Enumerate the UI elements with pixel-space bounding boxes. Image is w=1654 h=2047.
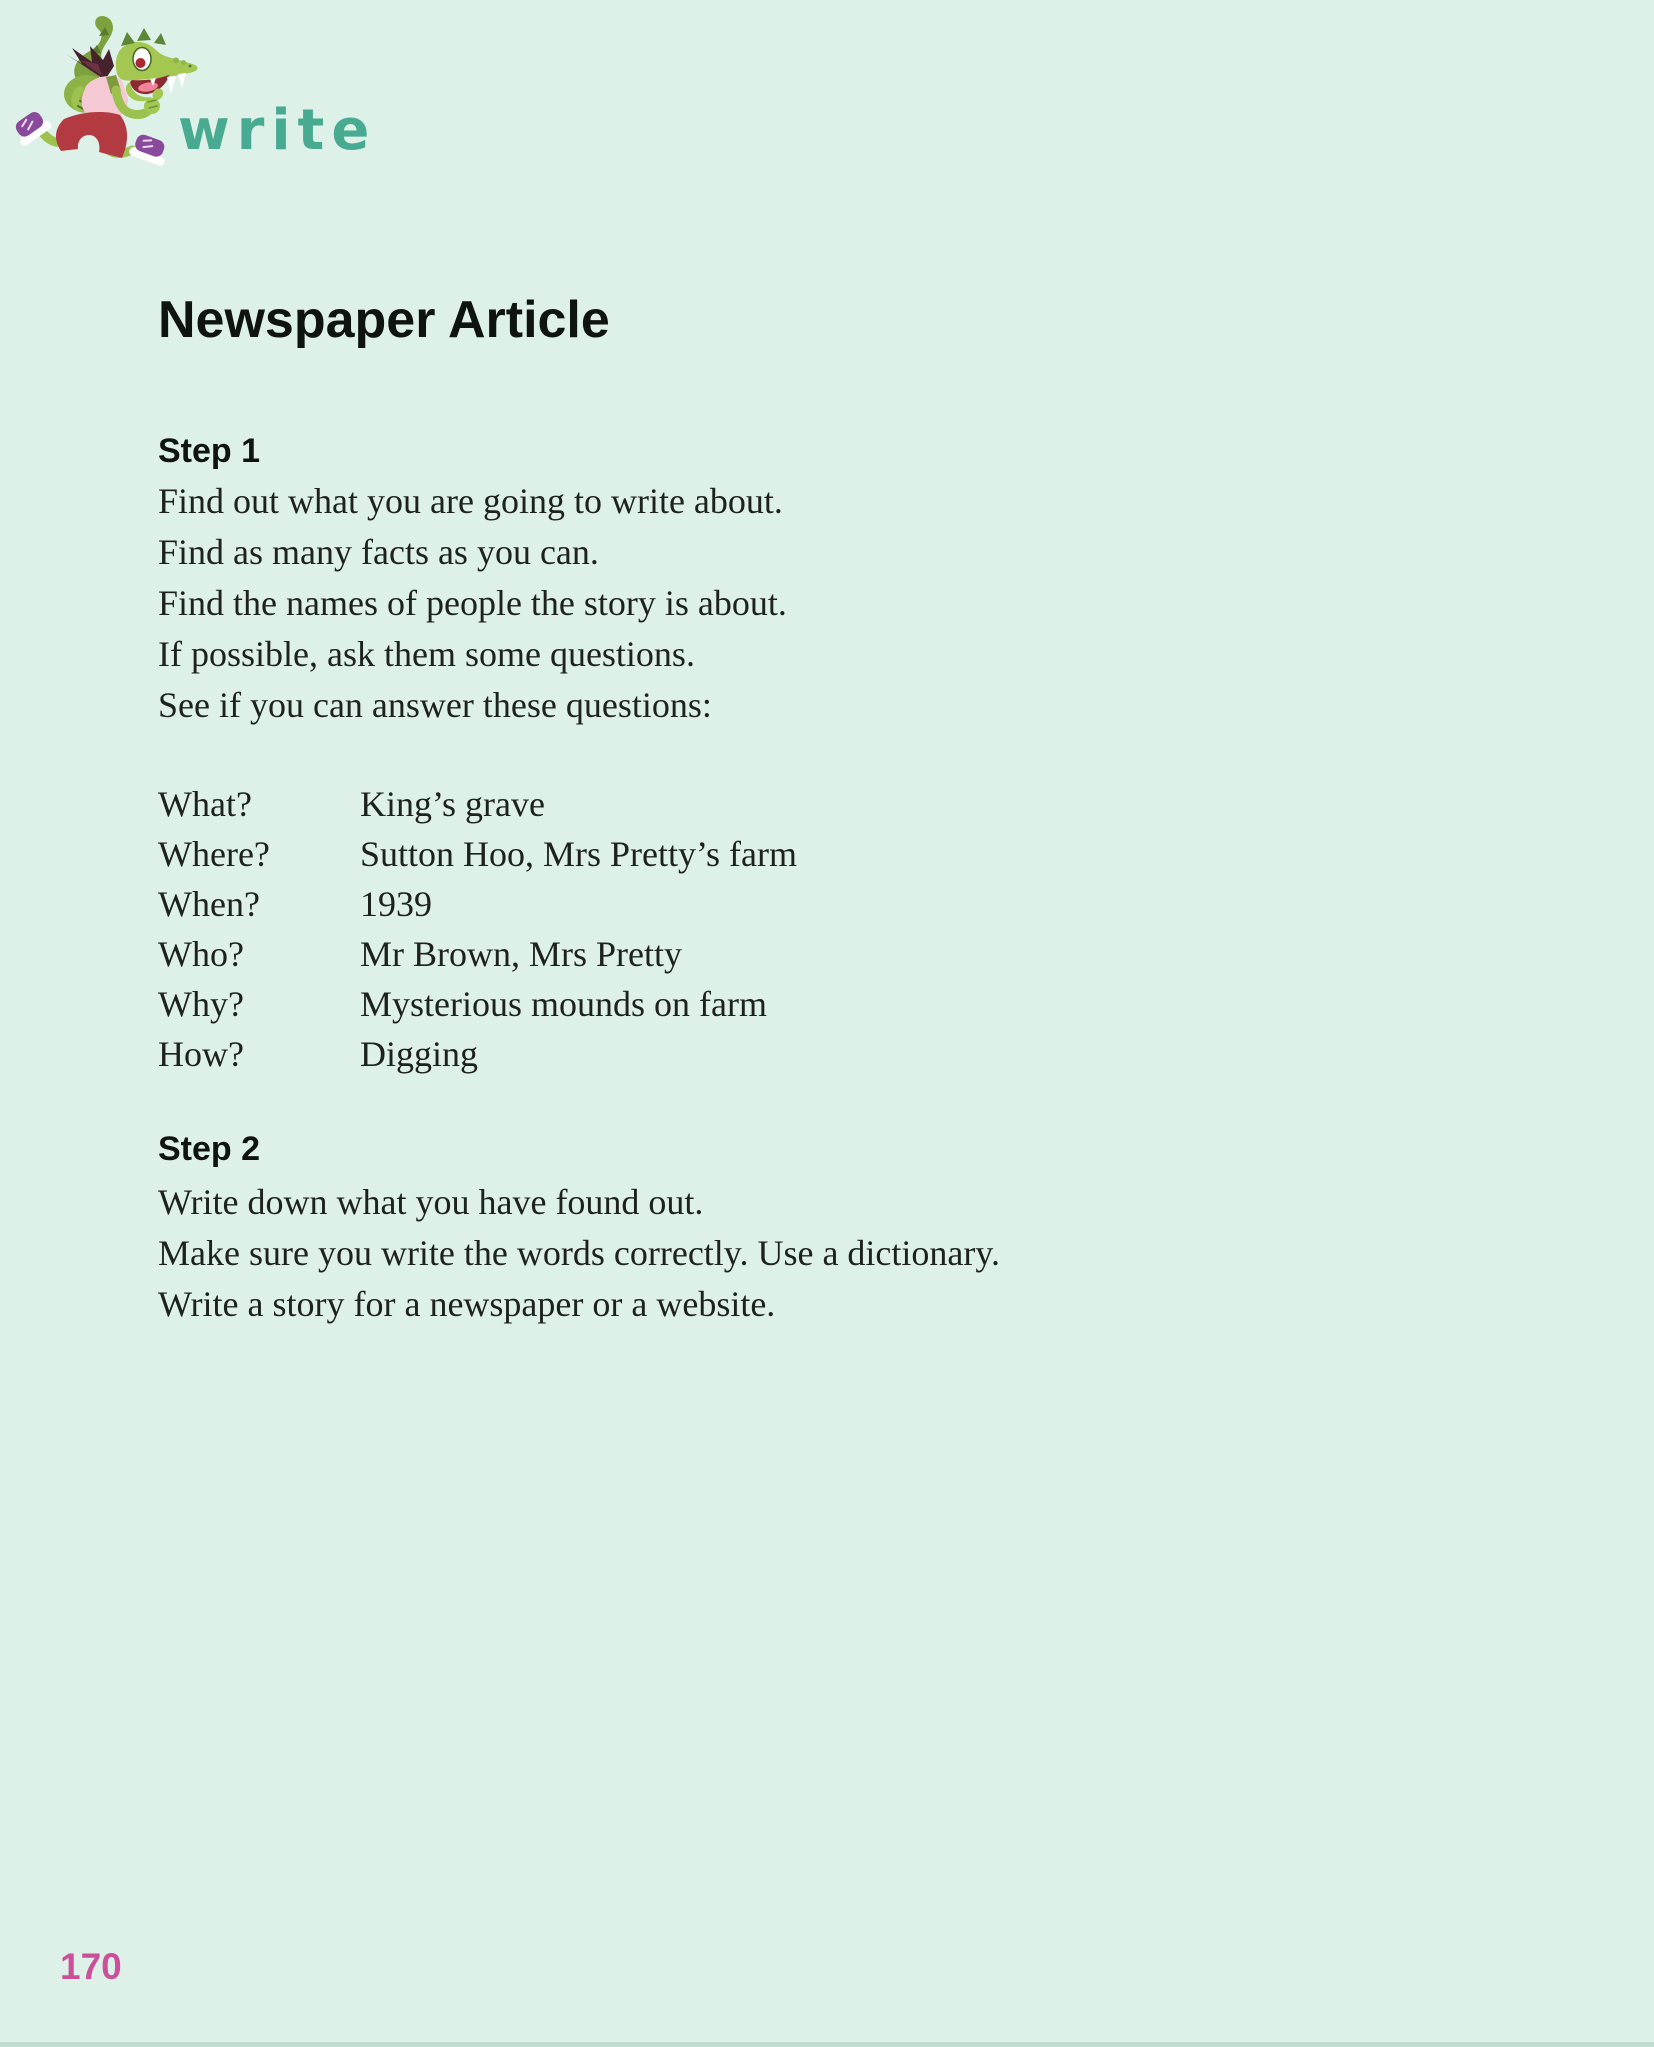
qa-question: What? [158,784,252,824]
step1-heading: Step 1 [158,432,261,470]
step2-heading: Step 2 [158,1130,261,1168]
instruction-line: Find out what you are going to write about. [158,481,783,521]
front-sneaker [128,132,171,167]
qa-question: Where? [158,834,270,874]
page-number: 170 [60,1946,122,1987]
qa-answer: King’s grave [360,784,545,824]
question-answer-list [158,779,797,1079]
step1-instructions [158,476,787,731]
step2-instructions [158,1177,1000,1330]
qa-question: How? [158,1034,244,1074]
qa-answer: Mr Brown, Mrs Pretty [360,934,682,974]
mascot-shorts [56,112,127,158]
page-title: Newspaper Article [158,291,610,349]
instruction-line: See if you can answer these questions: [158,685,712,725]
qa-question: Why? [158,984,244,1024]
qa-answer: Sutton Hoo, Mrs Pretty’s farm [360,834,797,874]
qa-row [158,879,797,929]
qa-question: Who? [158,934,244,974]
instruction-line: Find as many facts as you can. [158,532,599,572]
qa-row [158,979,797,1029]
instruction-line: If possible, ask them some questions. [158,634,695,674]
qa-answer: Mysterious mounds on farm [360,984,767,1024]
qa-row [158,1029,797,1079]
page-bottom-edge [0,2042,1654,2047]
dragon-mascot-icon [2,2,202,177]
instruction-line: Write down what you have found out. [158,1182,704,1222]
qa-row [158,929,797,979]
qa-answer: Digging [360,1034,479,1074]
qa-answer: 1939 [360,884,432,924]
qa-question: When? [158,884,260,924]
instruction-line: Find the names of people the story is about. [158,583,787,623]
write-logo [2,2,377,177]
instruction-line: Make sure you write the words correctly. Use a dictionary. [158,1233,1001,1273]
qa-row [158,829,797,879]
logo-word: write [178,98,377,163]
instruction-line: Write a story for a newspaper or a website. [158,1284,776,1324]
qa-row [158,779,797,829]
